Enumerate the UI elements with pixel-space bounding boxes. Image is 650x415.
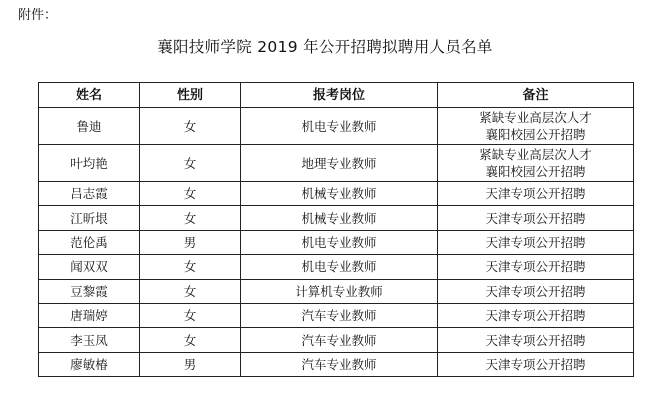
note-line: 襄阳校园公开招聘: [485, 164, 586, 179]
gender-cell: 男: [140, 352, 241, 376]
table-row: [39, 206, 634, 230]
note-cell: [438, 328, 634, 352]
note-line: 天津专项公开招聘: [485, 234, 586, 250]
note-line: 天津专项公开招聘: [485, 186, 586, 202]
name-cell: 豆黎霞: [39, 279, 140, 303]
name-cell: 江昕垠: [39, 206, 140, 230]
table-row: [39, 303, 634, 327]
gender-cell: 女: [140, 303, 241, 327]
position-cell: 汽车专业教师: [241, 303, 438, 327]
name-cell: 闻双双: [39, 255, 140, 279]
name-cell: 廖敏椿: [39, 352, 140, 376]
note-line: 天津专项公开招聘: [485, 210, 586, 226]
table-row: [39, 279, 634, 303]
gender-cell: 女: [140, 255, 241, 279]
column-header-note: 备注: [438, 83, 634, 108]
name-cell: 吕志霞: [39, 182, 140, 206]
column-header-name: 姓名: [39, 83, 140, 108]
gender-cell: 女: [140, 279, 241, 303]
position-cell: 计算机专业教师: [241, 279, 438, 303]
gender-cell: 女: [140, 328, 241, 352]
note-cell: [438, 279, 634, 303]
table-header-row: [39, 83, 634, 108]
attachment-label: 附件：: [18, 8, 58, 23]
position-cell: 机电专业教师: [241, 255, 438, 279]
gender-cell: 女: [140, 206, 241, 230]
column-header-gender: 性别: [140, 83, 241, 108]
name-cell: 鲁迪: [39, 108, 140, 145]
position-cell: 汽车专业教师: [241, 328, 438, 352]
note-line: 紧缺专业高层次人才: [479, 110, 592, 125]
position-cell: 机电专业教师: [241, 230, 438, 254]
column-header-position: 报考岗位: [241, 83, 438, 108]
table-row: [39, 230, 634, 254]
hiring-roster-table: [38, 82, 634, 377]
note-cell: [438, 182, 634, 206]
gender-cell: 女: [140, 182, 241, 206]
table-row: [39, 182, 634, 206]
gender-cell: 女: [140, 145, 241, 182]
note-line: 天津专项公开招聘: [485, 308, 586, 324]
note-line: 天津专项公开招聘: [485, 356, 586, 372]
table-row: [39, 108, 634, 145]
note-cell: [438, 108, 634, 145]
position-cell: 机械专业教师: [241, 182, 438, 206]
note-cell: [438, 206, 634, 230]
note-cell: [438, 255, 634, 279]
note-cell: [438, 145, 634, 182]
name-cell: 唐瑞婷: [39, 303, 140, 327]
name-cell: 叶均艳: [39, 145, 140, 182]
note-cell: [438, 303, 634, 327]
note-line: 天津专项公开招聘: [485, 259, 586, 275]
document-title: 襄阳技师学院 2019 年公开招聘拟聘用人员名单: [157, 38, 493, 56]
table-row: [39, 328, 634, 352]
note-cell: [438, 352, 634, 376]
note-line: 紧缺专业高层次人才: [479, 147, 592, 162]
position-cell: 机械专业教师: [241, 206, 438, 230]
gender-cell: 女: [140, 108, 241, 145]
name-cell: 范伦禹: [39, 230, 140, 254]
table-row: [39, 255, 634, 279]
name-cell: 李玉凤: [39, 328, 140, 352]
position-cell: 地理专业教师: [241, 145, 438, 182]
table-body: [39, 108, 634, 377]
gender-cell: 男: [140, 230, 241, 254]
note-line: 天津专项公开招聘: [485, 332, 586, 348]
position-cell: 汽车专业教师: [241, 352, 438, 376]
table-row: [39, 145, 634, 182]
note-line: 襄阳校园公开招聘: [485, 127, 586, 142]
note-cell: [438, 230, 634, 254]
note-line: 天津专项公开招聘: [485, 283, 586, 299]
table-row: [39, 352, 634, 376]
position-cell: 机电专业教师: [241, 108, 438, 145]
